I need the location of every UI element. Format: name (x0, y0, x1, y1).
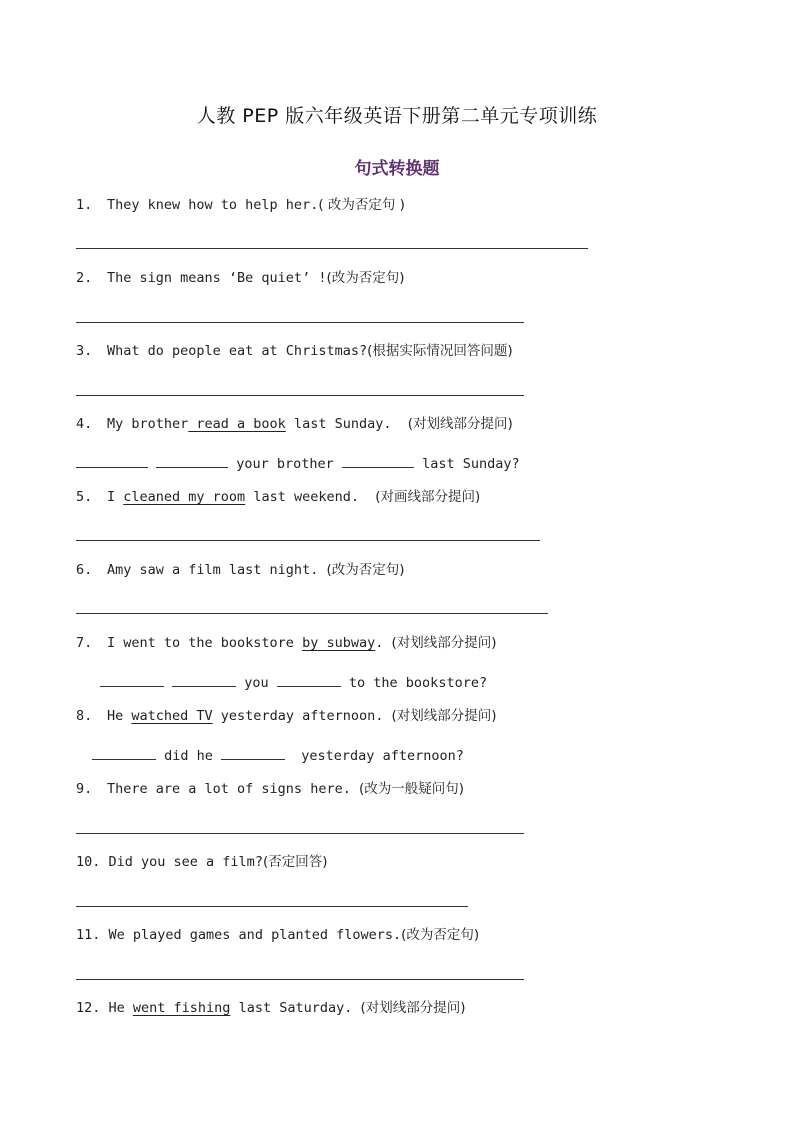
question-instruction: (改为否定句) (326, 270, 405, 286)
page-title: 人教 PEP 版六年级英语下册第二单元专项训练 (196, 105, 598, 127)
question-number: 12. (76, 1000, 109, 1016)
underlined-phrase: cleaned my room (123, 489, 246, 505)
question-number: 1. (76, 197, 93, 213)
question-text-end: last Sunday. (285, 416, 408, 432)
question-2 (76, 269, 405, 287)
question-text: The sign means ‘Be quiet’ ! (107, 270, 327, 286)
question-text: There are a lot of signs here. (107, 781, 359, 797)
fill-text: last Sunday? (413, 456, 520, 472)
question-number: 4. (76, 416, 93, 432)
fill-text: to the bookstore? (340, 675, 488, 691)
answer-line[interactable] (76, 833, 524, 834)
answer-line[interactable] (76, 979, 524, 980)
underlined-phrase: went fishing (132, 1000, 231, 1016)
fill-in-row-7 (100, 672, 487, 692)
question-4 (76, 415, 513, 433)
answer-line[interactable] (76, 613, 548, 614)
question-number: 9. (76, 781, 93, 797)
blank-field[interactable] (156, 453, 228, 468)
question-text: Did you see a film? (108, 854, 263, 870)
question-text: Amy saw a film last night. (107, 562, 327, 578)
blank-field[interactable] (172, 672, 236, 687)
question-instruction: (对划线部分提问) (360, 1000, 466, 1016)
question-instruction: (对画线部分提问) (375, 489, 481, 505)
question-text: We played games and planted flowers. (108, 927, 402, 943)
underlined-phrase: watched TV (131, 708, 213, 724)
underlined-phrase: by subway (302, 635, 376, 651)
question-instruction: (对划线部分提问) (407, 416, 513, 432)
fill-in-row-4 (76, 453, 520, 473)
question-text: My brother (107, 416, 189, 432)
answer-line[interactable] (76, 540, 540, 541)
question-text: I went to the bookstore (107, 635, 303, 651)
question-11 (76, 926, 479, 944)
question-8 (76, 707, 497, 725)
question-instruction: (改为一般疑问句) (358, 781, 465, 797)
blank-field[interactable] (92, 745, 156, 760)
question-instruction: (对划线部分提问) (391, 635, 497, 651)
question-text-end: last Saturday. (230, 1000, 361, 1016)
answer-line[interactable] (76, 248, 588, 249)
question-instruction: (否定回答) (262, 854, 328, 870)
question-number: 5. (76, 489, 93, 505)
question-3 (76, 342, 513, 360)
fill-text: you (236, 675, 277, 691)
question-text: I (107, 489, 124, 505)
question-instruction: (根据实际情况回答问题) (367, 343, 513, 359)
question-instruction: ( 改为否定句 ) (318, 197, 405, 213)
fill-text: did he (156, 748, 222, 764)
question-number: 7. (76, 635, 93, 651)
fill-in-row-8 (92, 745, 464, 765)
question-text: What do people eat at Christmas? (107, 343, 368, 359)
question-text: He (108, 1000, 133, 1016)
blank-field[interactable] (342, 453, 414, 468)
question-10 (76, 853, 328, 871)
question-number: 10. (76, 854, 109, 870)
blank-field[interactable] (76, 453, 148, 468)
question-text-end: . (375, 635, 392, 651)
section-subtitle: 句式转换题 (354, 159, 440, 179)
fill-text: yesterday afternoon? (285, 748, 464, 764)
question-text: He (107, 708, 132, 724)
question-number: 6. (76, 562, 93, 578)
blank-field[interactable] (100, 672, 164, 687)
question-1 (76, 196, 405, 214)
question-number: 11. (76, 927, 109, 943)
question-6 (76, 561, 405, 579)
question-7 (76, 634, 497, 652)
answer-line[interactable] (76, 322, 524, 323)
question-number: 8. (76, 708, 93, 724)
underlined-phrase: read a book (188, 416, 286, 432)
answer-line[interactable] (76, 906, 468, 907)
question-instruction: (对划线部分提问) (391, 708, 497, 724)
question-number: 2. (76, 270, 93, 286)
answer-line[interactable] (76, 395, 524, 396)
blank-field[interactable] (221, 745, 285, 760)
fill-text: your brother (228, 456, 342, 472)
blank-field[interactable] (277, 672, 341, 687)
question-5 (76, 488, 480, 506)
question-number: 3. (76, 343, 93, 359)
question-instruction: (改为否定句) (401, 927, 480, 943)
question-text-end: yesterday afternoon. (212, 708, 392, 724)
question-12 (76, 999, 466, 1017)
question-9 (76, 780, 464, 798)
question-text-end: last weekend. (245, 489, 376, 505)
question-instruction: (改为否定句) (326, 562, 405, 578)
question-text: They knew how to help her. (107, 197, 319, 213)
